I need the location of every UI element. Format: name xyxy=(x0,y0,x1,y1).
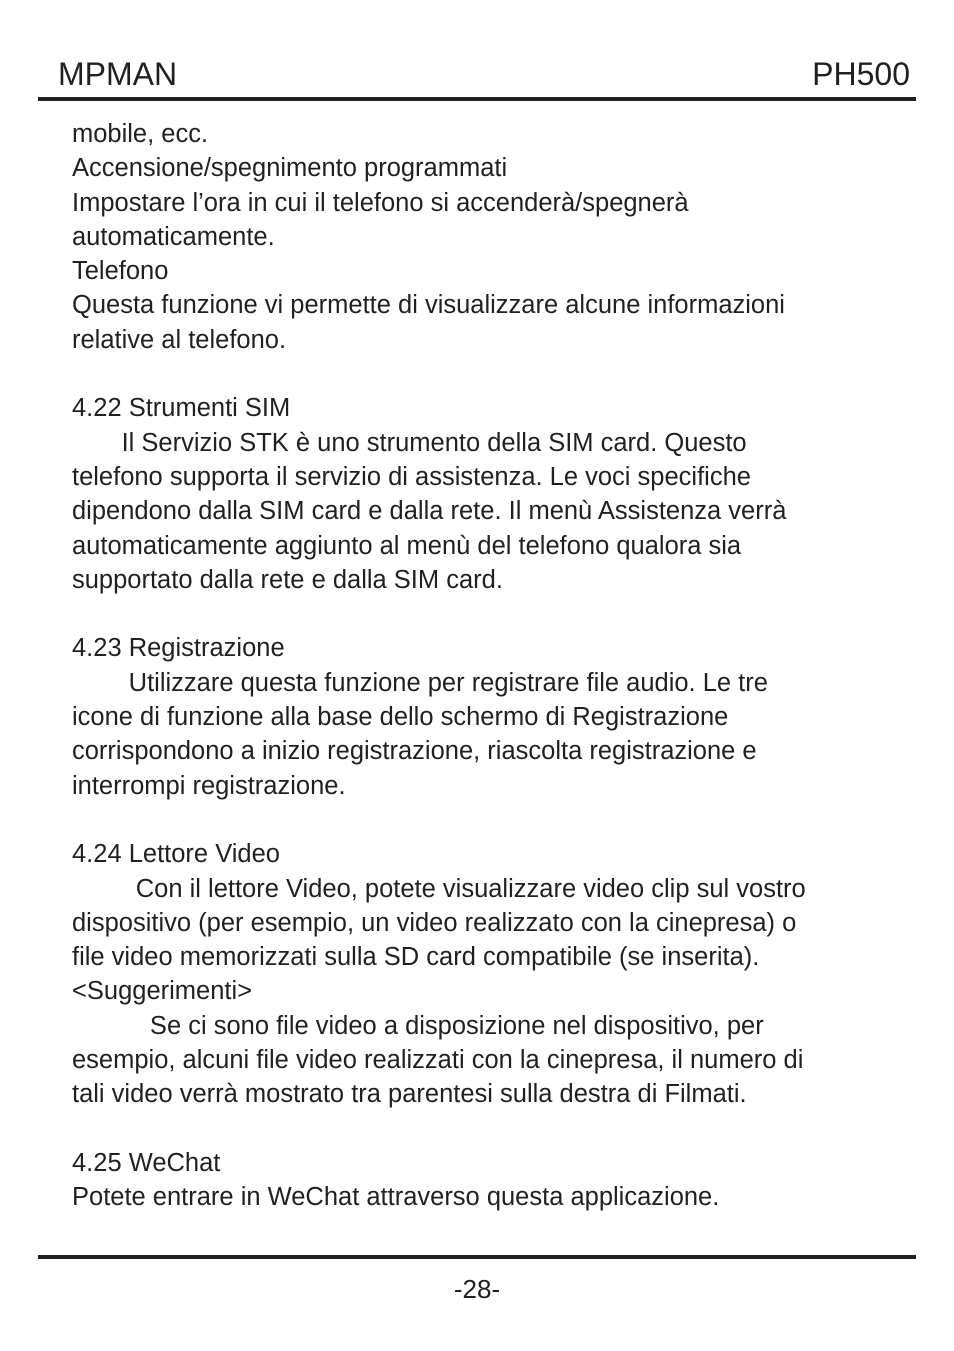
body-line: <Suggerimenti> xyxy=(72,977,253,1006)
body-line: mobile, ecc. xyxy=(72,120,209,148)
paragraph-gap xyxy=(72,357,892,391)
brand-name: MPMAN xyxy=(58,56,178,92)
body-line: icone di funzione alla base dello schermo di Registrazione xyxy=(72,703,729,732)
body-line: Se ci sono file video a disposizione nel dispositivo, per xyxy=(72,1011,764,1040)
body-line: automaticamente aggiunto al menù del telefono qualora sia xyxy=(72,531,742,560)
body-line: relative al telefono. xyxy=(72,325,287,354)
body-line: tali video verrà mostrato tra parentesi sulla destra di Filmati. xyxy=(72,1080,747,1109)
body-line: Accensione/spegnimento programmati xyxy=(72,154,508,183)
body-line: Utilizzare questa funzione per registrare file audio. Le tre xyxy=(72,668,768,697)
paragraph-gap xyxy=(72,803,892,837)
page-number: -28- xyxy=(453,1274,501,1304)
section-heading: 4.22 Strumenti SIM xyxy=(72,394,291,423)
body-line: file video memorizzati sulla SD card compatibile (se inserita). xyxy=(72,943,760,972)
page-body xyxy=(72,117,892,1215)
body-line: supportato dalla rete e dalla SIM card. xyxy=(72,565,503,594)
body-line: dispositivo (per esempio, un video realizzato con la cinepresa) o xyxy=(72,908,797,937)
body-line: Potete entrare in WeChat attraverso questa applicazione. xyxy=(72,1183,720,1212)
paragraph-gap xyxy=(72,597,892,631)
paragraph-gap xyxy=(72,1112,892,1146)
section-heading: 4.25 WeChat xyxy=(72,1148,221,1177)
footer-divider xyxy=(38,1255,916,1259)
body-line: Questa funzione vi permette di visualizzare alcune informazioni xyxy=(72,291,785,320)
body-line: interrompi registrazione. xyxy=(72,771,346,800)
body-line: Con il lettore Video, potete visualizzare video clip sul vostro xyxy=(72,874,806,903)
section-heading: 4.24 Lettore Video xyxy=(72,840,280,869)
body-line: esempio, alcuni file video realizzati con la cinepresa, il numero di xyxy=(72,1046,804,1075)
body-line: Impostare l’ora in cui il telefono si accenderà/spegnerà xyxy=(72,188,689,217)
body-line: Il Servizio STK è uno strumento della SIM card. Questo xyxy=(72,428,747,457)
body-line: dipendono dalla SIM card e dalla rete. Il menù Assistenza verrà xyxy=(72,497,787,526)
body-line: telefono supporta il servizio di assistenza. Le voci specifiche xyxy=(72,462,751,491)
model-name: PH500 xyxy=(812,56,910,92)
section-heading: 4.23 Registrazione xyxy=(72,634,285,663)
page-header xyxy=(38,50,916,102)
body-line: corrispondono a inizio registrazione, riascolta registrazione e xyxy=(72,737,757,766)
header-divider xyxy=(38,97,916,101)
body-line: Telefono xyxy=(72,257,169,286)
body-line: automaticamente. xyxy=(72,222,275,251)
